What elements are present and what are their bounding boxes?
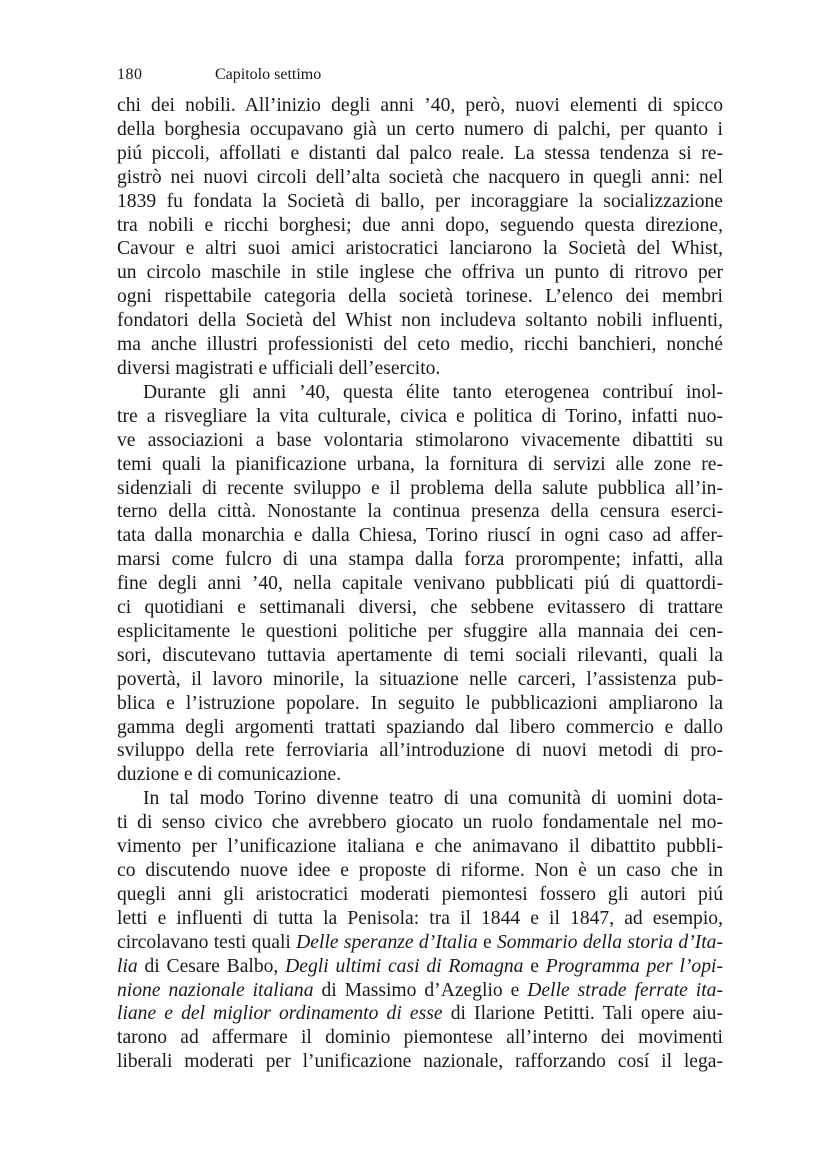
text-run: marsi come fulcro di una stampa dalla forza prorompente; infatti, alla bbox=[117, 549, 723, 571]
running-head bbox=[117, 64, 723, 86]
paragraph bbox=[117, 94, 723, 381]
text-line bbox=[117, 357, 723, 381]
text-run: un circolo maschile in stile inglese che offriva un punto di ritrovo per bbox=[117, 262, 723, 284]
text-line bbox=[117, 285, 723, 309]
italic-title: Sommario della storia d’Ita- bbox=[496, 931, 723, 953]
text-run: circolavano testi quali bbox=[117, 931, 297, 953]
text-run: temi quali la pianificazione urbana, la fornitura di servizi alle zone re- bbox=[117, 453, 723, 475]
text-line bbox=[117, 405, 723, 429]
page-number: 180 bbox=[117, 66, 143, 83]
text-line bbox=[117, 477, 723, 501]
text-run: sviluppo della rete ferroviaria all’introduzione di nuovi metodi di pro- bbox=[117, 740, 723, 762]
italic-title: Delle speranze d’Italia bbox=[296, 931, 478, 953]
text-line bbox=[117, 333, 723, 357]
text-run: piú piccoli, affollati e distanti dal palco reale. La stessa tendenza si re- bbox=[117, 142, 723, 164]
italic-title: nione nazionale italiana bbox=[117, 979, 314, 1001]
text-run: fondatori della Società del Whist non includeva soltanto nobili influenti, bbox=[117, 310, 723, 332]
italic-title: Degli ultimi casi di Romagna bbox=[285, 955, 524, 977]
text-line bbox=[117, 142, 723, 166]
text-line bbox=[117, 716, 723, 740]
paragraph bbox=[117, 787, 723, 1074]
text-run: esplicitamente le questioni politiche per sfuggire alla mannaia dei cen- bbox=[117, 620, 723, 642]
text-run: di Cesare Balbo, bbox=[137, 955, 286, 977]
text-line bbox=[117, 620, 723, 644]
text-run: e bbox=[477, 931, 497, 953]
text-line bbox=[117, 381, 723, 405]
text-run: tarono ad affermare il dominio piemontese all’interno dei movimenti bbox=[117, 1027, 723, 1049]
text-line bbox=[117, 835, 723, 859]
text-line bbox=[117, 692, 723, 716]
text-run: gistrò nei nuovi circoli dell’alta società che nacquero in quegli anni: nel bbox=[117, 166, 723, 188]
text-run: Cavour e altri suoi amici aristocratici lanciarono la Società del Whist, bbox=[117, 238, 723, 260]
text-line bbox=[117, 668, 723, 692]
text-run: ma anche illustri professionisti del ceto medio, ricchi banchieri, nonché bbox=[117, 334, 723, 356]
text-run: terno della città. Nonostante la continua presenza della censura eserci- bbox=[117, 501, 723, 523]
text-run: sidenziali di recente sviluppo e il problema della salute pubblica all’in- bbox=[117, 477, 723, 499]
text-run: di Massimo d’Azeglio e bbox=[313, 979, 528, 1001]
text-run: liberali moderati per l’unificazione nazionale, rafforzando cosí il lega- bbox=[117, 1051, 723, 1073]
text-line bbox=[117, 309, 723, 333]
text-run: povertà, il lavoro minorile, la situazione nelle carceri, l’assistenza pub- bbox=[117, 668, 723, 690]
text-run: fine degli anni ’40, nella capitale venivano pubblicati piú di quattordi- bbox=[117, 573, 723, 595]
text-line bbox=[117, 524, 723, 548]
text-line bbox=[117, 166, 723, 190]
text-run: quegli anni gli aristocratici moderati piemontesi fossero gli autori piú bbox=[117, 883, 723, 905]
text-line bbox=[117, 429, 723, 453]
italic-title: liane e del miglior ordinamento di esse bbox=[117, 1003, 443, 1025]
text-line bbox=[117, 931, 723, 955]
text-run: ti di senso civico che avrebbero giocato un ruolo fondamentale nel mo- bbox=[117, 812, 723, 834]
text-run: 1839 fu fondata la Società di ballo, per incoraggiare la socializzazione bbox=[117, 190, 723, 212]
text-run: In tal modo Torino divenne teatro di una comunità di uomini dota- bbox=[143, 788, 723, 810]
text-run: co discutendo nuove idee e proposte di riforme. Non è un caso che in bbox=[117, 860, 723, 881]
italic-title: Delle strade ferrate ita- bbox=[527, 979, 723, 1001]
text-line bbox=[117, 739, 723, 763]
text-run: diversi magistrati e ufficiali dell’esercito. bbox=[117, 357, 441, 379]
text-run: tra nobili e ricchi borghesi; due anni dopo, seguendo questa direzione, bbox=[117, 214, 723, 236]
text-run: letti e influenti di tutta la Penisola: tra il 1844 e il 1847, ad esempio, bbox=[117, 907, 723, 929]
text-line bbox=[117, 548, 723, 572]
text-run: di Ilarione Petitti. Tali opere aiu- bbox=[442, 1003, 723, 1025]
text-line bbox=[117, 859, 723, 883]
text-run: gamma degli argomenti trattati spaziando dal libero commercio e dallo bbox=[117, 716, 723, 738]
text-run: ci quotidiani e settimanali diversi, che sebbene evitassero di trattare bbox=[117, 597, 723, 619]
book-page bbox=[117, 64, 723, 1074]
text-run: ve associazioni a base volontaria stimolarono vivacemente dibattiti su bbox=[117, 429, 723, 451]
text-line bbox=[117, 883, 723, 907]
text-line bbox=[117, 94, 723, 118]
italic-title: lia bbox=[117, 955, 138, 977]
text-run: tre a risvegliare la vita culturale, civica e politica di Torino, infatti nuo- bbox=[117, 405, 723, 427]
text-line bbox=[117, 190, 723, 214]
text-run: tata dalla monarchia e dalla Chiesa, Torino riuscí in ogni caso ad affer- bbox=[117, 525, 723, 547]
text-run: ogni rispettabile categoria della società torinese. L’elenco dei membri bbox=[117, 286, 723, 308]
chapter-title: Capitolo settimo bbox=[215, 66, 322, 83]
text-line bbox=[117, 644, 723, 668]
text-line bbox=[117, 979, 723, 1003]
text-line bbox=[117, 763, 723, 787]
text-line bbox=[117, 214, 723, 238]
body-text bbox=[117, 94, 723, 1074]
text-line bbox=[117, 1050, 723, 1074]
text-run: blica e l’istruzione popolare. In seguito le pubblicazioni ampliarono la bbox=[117, 692, 723, 714]
text-line bbox=[117, 453, 723, 477]
text-line bbox=[117, 955, 723, 979]
text-run: sori, discutevano tuttavia apertamente di temi sociali rilevanti, quali la bbox=[117, 644, 723, 666]
text-line bbox=[117, 572, 723, 596]
italic-title: Programma per l’opi- bbox=[545, 955, 723, 977]
text-run: chi dei nobili. All’inizio degli anni ’40, però, nuovi elementi di spicco bbox=[117, 95, 723, 116]
text-line bbox=[117, 118, 723, 142]
text-line bbox=[117, 596, 723, 620]
text-line bbox=[117, 811, 723, 835]
text-run: della borghesia occupavano già un certo numero di palchi, per quanto i bbox=[117, 118, 723, 140]
text-line bbox=[117, 907, 723, 931]
text-line bbox=[117, 500, 723, 524]
text-run: e bbox=[523, 955, 546, 977]
text-run: duzione e di comunicazione. bbox=[117, 764, 342, 786]
paragraph bbox=[117, 381, 723, 787]
text-line bbox=[117, 1026, 723, 1050]
text-run: vimento per l’unificazione italiana e che animavano il dibattito pubbli- bbox=[117, 836, 723, 858]
text-line bbox=[117, 787, 723, 811]
text-run: Durante gli anni ’40, questa élite tanto eterogenea contribuí inol- bbox=[143, 381, 723, 403]
text-line bbox=[117, 1002, 723, 1026]
text-line bbox=[117, 261, 723, 285]
text-line bbox=[117, 237, 723, 261]
